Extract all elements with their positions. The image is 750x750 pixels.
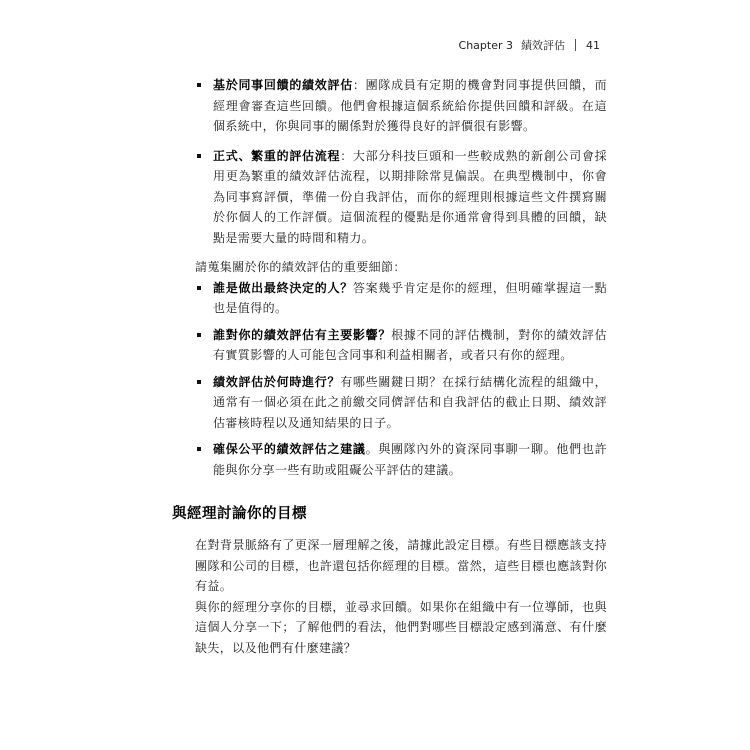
square-bullet-icon <box>197 380 201 384</box>
list-item-text: ：大部分科技巨頭和一些較成熟的新創公司會採用更為繁重的績效評估流程，以期排除常見偏誤。在典型機制中，你會為同事寫評價，準備一份自我評估，而你的經理則根據這些文件撰寫關於你個人的工作評價。這個流程的優點是你通常會得到具體的回饋，缺點是需要大量的時間和精力。 <box>213 148 607 245</box>
header-divider <box>575 39 576 51</box>
body-paragraph: 與你的經理分享你的目標，並尋求回饋。如果你在組織中有一位導師，也與這個人分享一下；了解他們的看法，他們對哪些目標設定感到滿意、有什麼缺失，以及他們有什麼建議？ <box>195 599 607 655</box>
review-details-list <box>175 278 607 481</box>
list-item <box>175 278 607 319</box>
square-bullet-icon <box>197 447 201 451</box>
list-item-term: 基於同事回饋的績效評估 <box>213 78 353 92</box>
square-bullet-icon <box>197 286 201 290</box>
list-item <box>175 372 607 434</box>
list-item-text: ：團隊成員有定期的機會對同事提供回饋，而經理會審查這些回饋。他們會根據這個系統給你提供回饋和評級。在這個系統中，你與同事的關係對於獲得良好的評價很有影響。 <box>213 78 607 133</box>
chapter-title: 績效評估 <box>521 39 565 52</box>
section-heading: 與經理討論你的目標 <box>172 506 307 522</box>
list-item-text: 答案幾乎肯定是你的經理，但明確掌握這一點也是值得的。 <box>213 280 607 315</box>
list-item <box>175 325 607 366</box>
chapter-label: Chapter 3 <box>458 38 513 52</box>
review-types-list <box>175 75 607 248</box>
list-item-term: 確保公平的績效評估之建議 <box>213 442 366 456</box>
list-item-term: 誰對你的績效評估有主要影響？ <box>213 327 392 342</box>
list-item <box>175 439 607 480</box>
square-bullet-icon <box>197 83 201 87</box>
page-body <box>172 75 607 658</box>
list-item <box>175 146 607 249</box>
square-bullet-icon <box>197 154 201 158</box>
list-item <box>175 75 607 137</box>
page-number: 41 <box>586 38 600 52</box>
list-item-term: 正式、繁重的評估流程 <box>213 148 341 163</box>
list-item-text: 有哪些關鍵日期？在採行結構化流程的組織中，通常有一個必須在此之前繳交同儕評估和自我評估的截止日期、績效評估審核時程以及通知結果的日子。 <box>213 374 607 430</box>
list-item-term: 績效評估於何時進行？ <box>213 374 341 389</box>
square-bullet-icon <box>197 333 201 337</box>
list-item-term: 誰是做出最終決定的人？ <box>213 280 353 295</box>
running-header <box>459 37 600 53</box>
intro-paragraph: 請蒐集關於你的績效評估的重要細節： <box>195 260 406 274</box>
body-paragraph: 在對背景脈絡有了更深一層理解之後，請據此設定目標。有些目標應該支持團隊和公司的目標，也許還包括你經理的目標。當然，這些目標也應該對你有益。 <box>195 538 607 593</box>
list-item-text: 根據不同的評估機制，對你的績效評估有實質影響的人可能包含同事和利益相關者，或者只有你的經理。 <box>213 327 607 362</box>
list-item-text: 。與團隊內外的資深同事聊一聊。他們也許能與你分享一些有助或阻礙公平評估的建議。 <box>213 442 607 477</box>
